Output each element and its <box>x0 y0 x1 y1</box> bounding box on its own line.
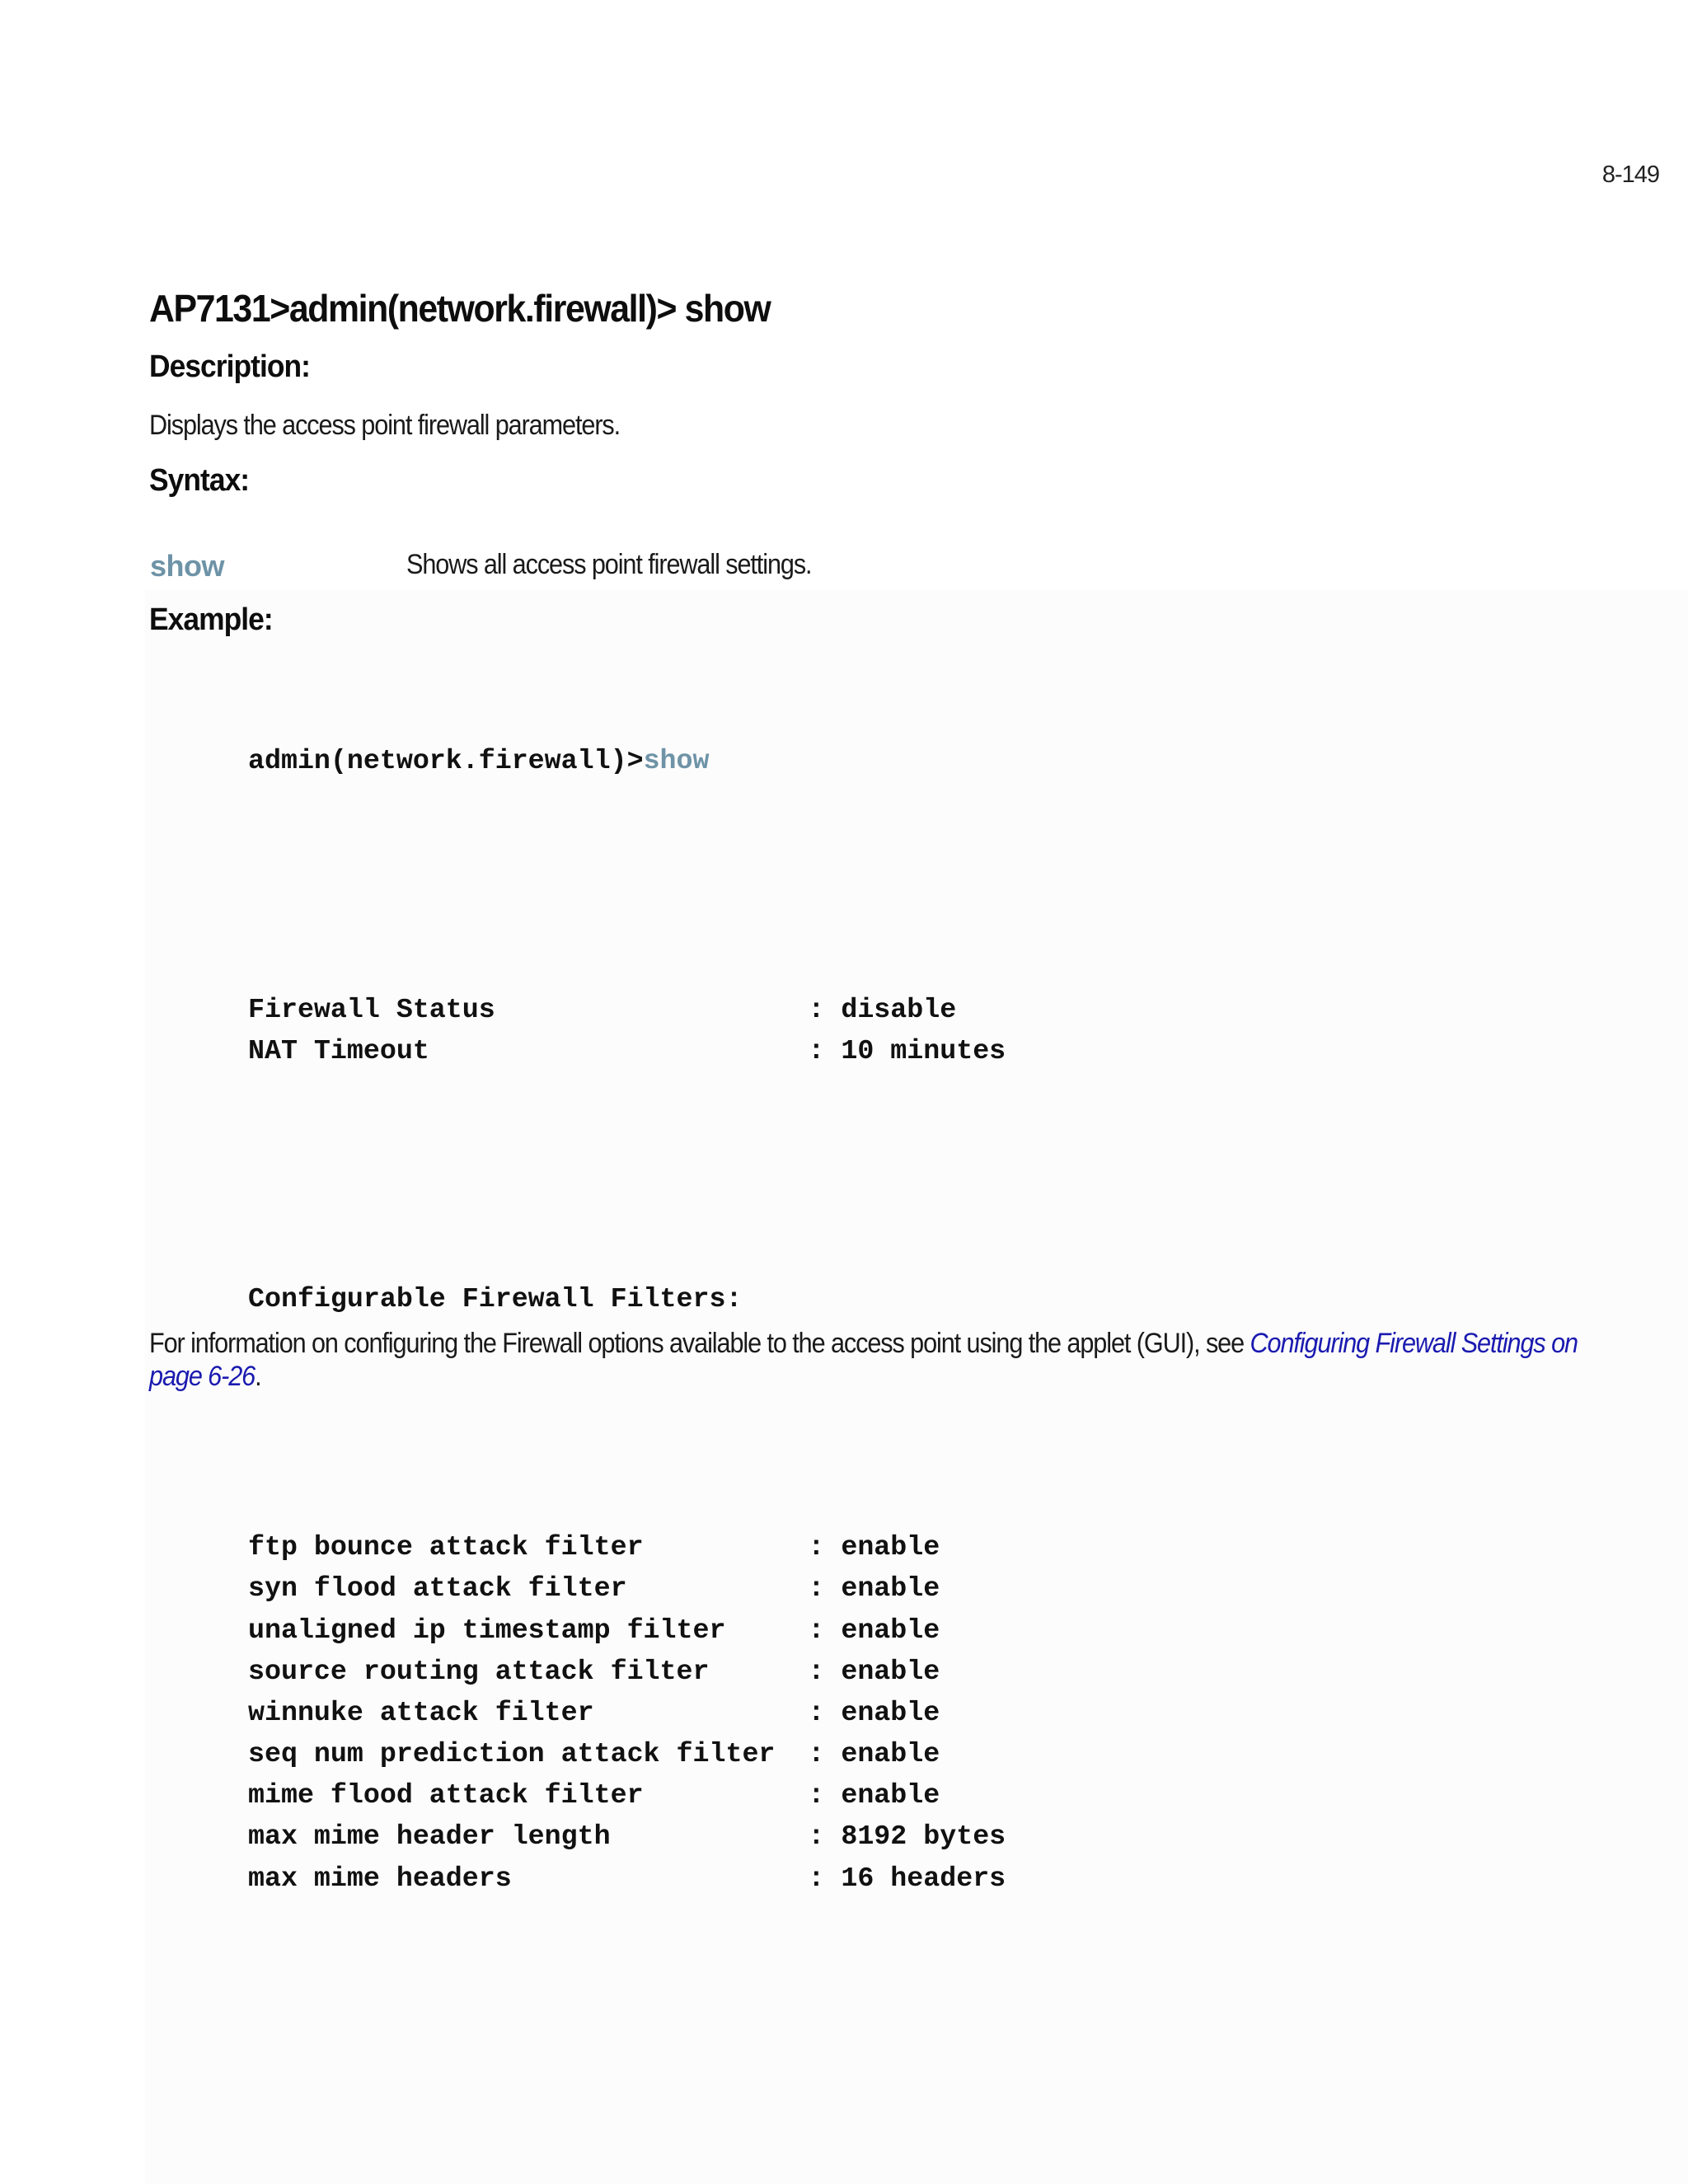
code-prompt: admin(network.firewall)> <box>248 745 644 777</box>
code-label: ftp bounce attack filter : <box>248 1531 842 1563</box>
code-filter-row <box>248 1568 1006 1609</box>
code-label: max mime headers : <box>248 1862 842 1894</box>
code-blank-line <box>248 1403 1006 1444</box>
code-value: 16 headers <box>841 1862 1006 1894</box>
code-label: NAT Timeout : <box>248 1034 842 1066</box>
code-status-lines <box>248 989 1006 1071</box>
syntax-command: show <box>150 549 225 583</box>
code-value: enable <box>841 1779 940 1811</box>
example-code-block <box>248 658 1006 1940</box>
code-filter-row <box>248 1774 1006 1816</box>
code-label: Firewall Status : <box>248 993 842 1025</box>
description-heading: Description: <box>149 349 311 384</box>
code-status-row <box>248 989 1006 1030</box>
code-filter-row <box>248 1733 1006 1774</box>
code-value: 8192 bytes <box>841 1821 1006 1853</box>
code-label: source routing attack filter : <box>248 1655 842 1687</box>
code-label: mime flood attack filter : <box>248 1779 842 1811</box>
code-filter-row <box>248 1858 1006 1899</box>
code-filter-row <box>248 1651 1006 1692</box>
cross-reference-link[interactable]: Configuring Firewall Settings on page 6-26 <box>149 1328 1578 1392</box>
code-prompt-command: show <box>643 745 710 777</box>
code-value: disable <box>841 993 957 1025</box>
footer-text: For information on configuring the Firewall options available to the access point using the applet (GUI), see <box>149 1328 1250 1359</box>
code-value: enable <box>841 1738 940 1770</box>
code-filter-lines <box>248 1526 1006 1899</box>
code-blank-line <box>248 1154 1006 1195</box>
code-filters-heading: Configurable Firewall Filters: <box>248 1282 743 1315</box>
code-filter-row <box>248 1816 1006 1857</box>
code-value: 10 minutes <box>841 1034 1006 1066</box>
syntax-heading: Syntax: <box>149 463 250 498</box>
example-heading: Example: <box>149 602 273 637</box>
page-title: AP7131>admin(network.firewall)> show <box>149 287 771 330</box>
page-number: 8-149 <box>1601 162 1659 188</box>
code-value: enable <box>841 1655 940 1687</box>
code-status-row <box>248 1030 1006 1071</box>
code-label: max mime header length : <box>248 1821 842 1853</box>
code-blank-line <box>248 865 1006 906</box>
code-value: enable <box>841 1531 940 1563</box>
code-label: seq num prediction attack filter : <box>248 1738 842 1770</box>
code-value: enable <box>841 1696 940 1728</box>
code-filter-row <box>248 1692 1006 1733</box>
description-text: Displays the access point firewall parameters. <box>149 410 621 441</box>
code-prompt-line <box>248 740 1006 781</box>
code-label: syn flood attack filter : <box>248 1572 842 1605</box>
footer-text-end: . <box>255 1361 261 1392</box>
code-value: enable <box>841 1614 940 1646</box>
syntax-command-description: Shows all access point firewall settings. <box>406 549 812 580</box>
code-value: enable <box>841 1572 940 1605</box>
footer-paragraph <box>149 1327 1633 1393</box>
code-label: winnuke attack filter : <box>248 1696 842 1728</box>
code-filter-row <box>248 1526 1006 1568</box>
code-filter-row <box>248 1610 1006 1651</box>
code-label: unaligned ip timestamp filter : <box>248 1614 842 1646</box>
